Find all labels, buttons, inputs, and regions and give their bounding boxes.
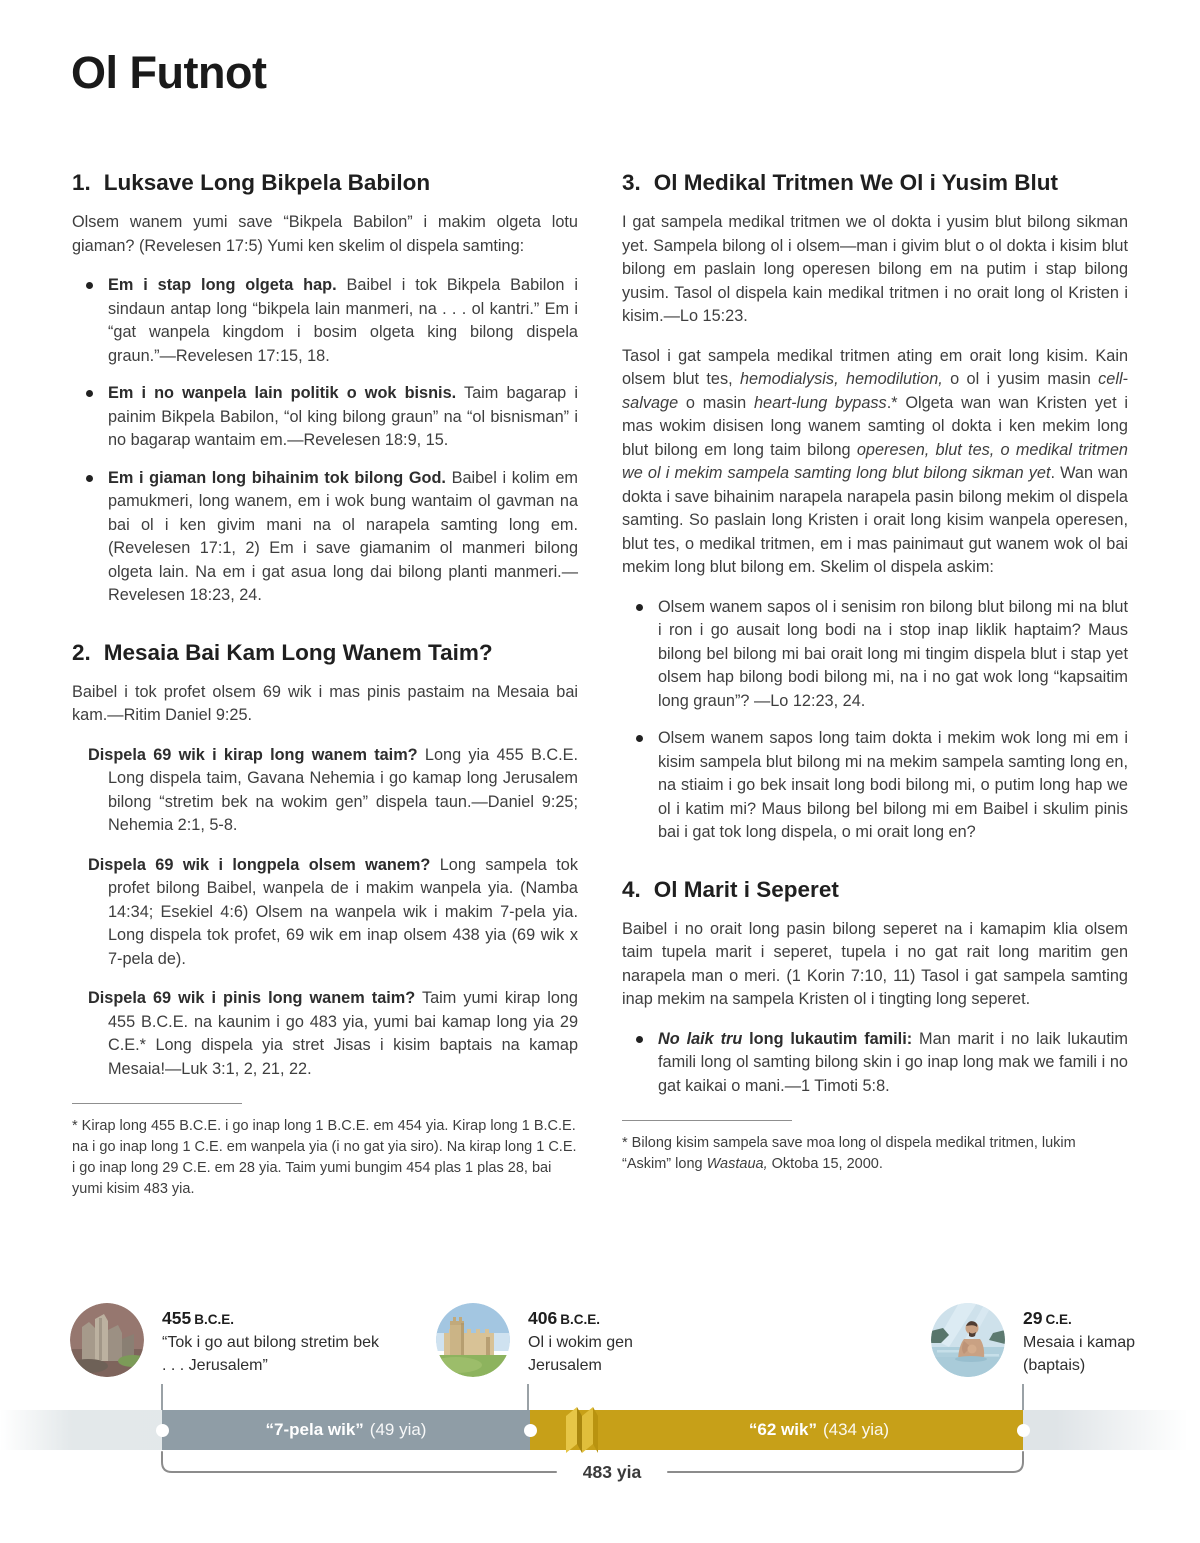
event-text bbox=[1023, 1303, 1135, 1377]
city-wall-icon bbox=[436, 1303, 510, 1377]
text-run: Oktoba 15, 2000. bbox=[767, 1156, 883, 1172]
ruins-icon bbox=[70, 1303, 144, 1377]
text-run: cell-salvage bbox=[622, 370, 1128, 412]
text-run: Man marit i no laik lukautim famili long ol samting bilong skin i go inap long mak we famili i no gat kaikai o mani.—1 Timoti 5:8. bbox=[658, 1029, 1128, 1095]
text-run: I gat sampela medikal tritmen we ol dokta i yusim blut bilong sikman yet. Sampela bilong ol i olsem—man i givim blut o ol dokta i kisim blut bilong em paslain long operesen bilong em na putim i stap bilong yusim. Tasol ol dispela kain medikal tritmen i no orait long ol Kristen i kisim.—Lo 15:23. bbox=[622, 213, 1128, 325]
text-run: o masin bbox=[678, 393, 754, 412]
paragraph bbox=[72, 211, 578, 258]
event-caption: Ol i wokim gen bbox=[528, 1334, 633, 1351]
event-year bbox=[162, 1308, 379, 1329]
year-era: B.C.E. bbox=[194, 1312, 234, 1327]
text-run: hemodialysis, hemodilution, bbox=[739, 370, 943, 388]
footnote-divider bbox=[72, 1103, 242, 1104]
text-run: Olsem wanem sapos long taim dokta i mekim wok long mi em i kisim sampela blut bilong mi na mekim sampela samting long en, na stiaim i go bek insait long bodi bilong mi, o putim long hap we ol i katim mi? Maus bilong bel bilong mi em Baibel i skulim pinis bai i gat tok long dispela, o mi orait long en? bbox=[658, 729, 1128, 841]
timeline-tick bbox=[527, 1384, 529, 1410]
text-run: heart-lung bypass bbox=[753, 393, 887, 412]
bullet-item bbox=[72, 382, 578, 453]
text-run: Dispela 69 wik i pinis long wanem taim? bbox=[88, 989, 416, 1007]
segment-label-strong: “62 wik” bbox=[748, 1420, 817, 1439]
text-run: Long sampela tok profet bilong Baibel, wanpela de i makim wanpela yia. (Namba 14:34; Esekiel 4:6) Olsem na wanpela wik i makim 7-pela yia. Long dispela tok profet, 69 wik em inap olsem 438 yia (69 wik x 7-pela de). bbox=[108, 855, 578, 968]
text-run: Wastaua, bbox=[706, 1156, 768, 1172]
text-run: Olsem wanem yumi save “Bikpela Babilon” i makim olgeta lotu giaman? (Revelesen 17:5) Yumi ken skelim ol dispela samting: bbox=[72, 213, 578, 255]
text-run: Long yia 455 B.C.E. Long dispela taim, Gavana Nehemia i go kamap long Jerusalem bilong “stretim bek na wokim gen” dispela taun.—Daniel 9:25; Nehemia 2:1, 5-8. bbox=[108, 745, 578, 834]
section-title: Luksave Long Bikpela Babilon bbox=[103, 170, 431, 195]
text-run: .* Olgeta wan wan Kristen yet i mas wokim disisen long wanem samting ol dokta i ken mekim long blut bilong em long taim bilong bbox=[622, 393, 1128, 459]
section-heading bbox=[622, 877, 1128, 903]
text-run: o ol i yusim masin bbox=[942, 370, 1099, 388]
text-run: Em i stap long olgeta hap. bbox=[108, 276, 337, 294]
bullet-icon bbox=[636, 1036, 643, 1043]
text-run: . Wan wan dokta i save bihainim narapela narapela pasin bilong mekim ol dispela samting. So paslain long Kristen i orait long kisim wanpela operesen, blut tes, o medikal tritmen, em i mas painimaut gut wanem wok ol bai mekim long blut bilong em. Skelim ol dispela askim: bbox=[622, 464, 1128, 576]
text-run: Tasol i gat sampela medikal tritmen ating em orait long kisim. Kain olsem blut tes, bbox=[622, 346, 1128, 388]
paragraph bbox=[72, 854, 578, 972]
event-caption: Mesaia i kamap bbox=[1023, 1334, 1136, 1351]
text-run: No laik tru bbox=[658, 1029, 743, 1048]
timeline-tick bbox=[161, 1384, 163, 1410]
section-heading bbox=[72, 640, 578, 666]
timeline-event-29 bbox=[931, 1303, 1135, 1377]
year-number: 406 bbox=[528, 1308, 558, 1328]
bullet-icon bbox=[636, 735, 643, 742]
section-number: 3. bbox=[622, 170, 641, 195]
paragraph bbox=[72, 987, 578, 1081]
bullet-item bbox=[622, 727, 1128, 845]
timeline-tick bbox=[1022, 1384, 1024, 1410]
event-caption: (baptais) bbox=[1023, 1356, 1086, 1374]
timeline-dot bbox=[156, 1424, 169, 1437]
section-heading bbox=[622, 170, 1128, 196]
event-year bbox=[528, 1308, 633, 1329]
text-run: * Kirap long 455 B.C.E. i go inap long 1 B.C.E. em 454 yia. Kirap long 1 B.C.E. na i go inap long 1 C.E. em wanpela yia (i no gat yia siro). Na kirap long 1 C.E. i go inap long 29 C.E. em 28 yia. Taim yumi bungim 454 plas 1 plas 28, bai yumi kisim 483 yia. bbox=[72, 1118, 577, 1197]
paragraph bbox=[622, 918, 1128, 1012]
timeline-event-406 bbox=[436, 1303, 633, 1377]
column-right bbox=[622, 170, 1128, 1175]
timeline-dot bbox=[1017, 1424, 1030, 1437]
timeline-event-455 bbox=[70, 1303, 379, 1377]
text-run: Baibel i tok profet olsem 69 wik i mas pinis pastaim na Mesaia bai kam.—Ritim Daniel 9:25. bbox=[72, 682, 578, 724]
columns bbox=[72, 170, 1128, 1200]
segment-label-strong: “7-pela wik” bbox=[265, 1420, 364, 1439]
section-title: Ol Medikal Tritmen We Ol i Yusim Blut bbox=[653, 170, 1059, 195]
section-heading bbox=[72, 170, 578, 196]
text-run: Baibel i kolim em pamukmeri, long wanem, em i wok bung wantaim ol gavman na bai ol i ken givim mani na ol narapela samting long em. (Revelesen 17:1, 2) Em i save giamanim ol manmeri bilong olgeta lain. Na em i gat asua long dai bilong planti manmeri.—Revelesen 18:23, 24. bbox=[108, 468, 578, 604]
bullet-item bbox=[622, 596, 1128, 714]
bullet-item bbox=[72, 274, 578, 368]
footnote-divider bbox=[622, 1120, 792, 1121]
bullet-item bbox=[622, 1028, 1128, 1099]
year-number: 455 bbox=[162, 1308, 192, 1328]
section-number: 4. bbox=[622, 876, 641, 902]
text-run: Dispela 69 wik i kirap long wanem taim? bbox=[88, 745, 418, 764]
text-run: Taim yumi kirap long 455 B.C.E. na kaunim i go 483 yia, yumi bai kamap long yia 29 C.E.* Long dispela yia stret Jisas i kisim baptais na kamap Mesaia!—Luk 3:1, 2, 21, 22. bbox=[108, 989, 578, 1078]
bullet-icon bbox=[86, 475, 93, 482]
text-run: Baibel i no orait long pasin bilong seperet na i kamapim klia olsem taim tupela marit i seperet, tupela i no gat rait long maritim gen narapela man o meri. (1 Korin 7:10, 11) Tasol i gat sampela samting inap mekim na sampela Kristen ol i tingting long seperet. bbox=[622, 919, 1128, 1008]
text-run: long lukautim famili: bbox=[742, 1029, 913, 1048]
section-title: Mesaia Bai Kam Long Wanem Taim? bbox=[103, 639, 493, 665]
segment-label bbox=[266, 1420, 427, 1440]
section-number: 1. bbox=[72, 170, 91, 195]
text-run: Olsem wanem sapos ol i senisim ron bilong blut bilong mi na blut i ron i go ausait long bodi na i stop inap liklik haptaim? Maus bilong bel bilong mi bai orait long mi tingim dispela blut i stap yet olsem hap bilong bodi bilong mi, na i no gat wok long “kapsaitim long graun”? —Lo 12:23, 24. bbox=[658, 597, 1128, 710]
timeline-dot bbox=[524, 1424, 537, 1437]
text-run: Baibel i tok Bikpela Babilon i sindaun antap long “bikpela lain manmeri, na . . . ol kantri.” Em i “gat wanpela kingdom i bosim olgeta king bilong dispela graun.”—Revelesen 17:15, 18. bbox=[108, 276, 578, 365]
text-run: Em i giaman long bihainim tok bilong God. bbox=[108, 468, 446, 487]
baptism-icon bbox=[931, 1303, 1005, 1377]
text-run: * Bilong kisim sampela save moa long ol dispela medikal tritmen, lukim “Askim” long bbox=[622, 1135, 1076, 1172]
paragraph bbox=[622, 345, 1128, 580]
bullet-icon bbox=[86, 282, 93, 289]
event-year bbox=[1023, 1308, 1135, 1329]
bullet-icon bbox=[86, 390, 93, 397]
page-title: Ol Futnot bbox=[71, 47, 267, 98]
bullet-item bbox=[72, 467, 578, 608]
year-number: 29 bbox=[1023, 1308, 1043, 1328]
segment-label-normal: (434 yia) bbox=[822, 1420, 890, 1439]
section-number: 2. bbox=[72, 639, 91, 665]
footnote-text bbox=[622, 1133, 1128, 1175]
paragraph bbox=[72, 744, 578, 838]
event-text bbox=[528, 1303, 633, 1377]
text-run: operesen, blut tes, o medikal tritmen we ol i mekim sampela samting long blut bilong sikman yet bbox=[622, 440, 1128, 482]
paragraph bbox=[622, 211, 1128, 329]
footnote bbox=[72, 1103, 578, 1200]
footnote bbox=[622, 1120, 1128, 1175]
event-caption: “Tok i go aut bilong stretim bek bbox=[162, 1334, 379, 1351]
year-era: C.E. bbox=[1045, 1312, 1072, 1327]
bullet-icon bbox=[636, 604, 643, 611]
paragraph bbox=[72, 681, 578, 728]
text-run: Em i no wanpela lain politik o wok bisnis. bbox=[108, 384, 457, 402]
event-text bbox=[162, 1303, 379, 1377]
section-title: Ol Marit i Seperet bbox=[653, 876, 839, 902]
column-left bbox=[72, 170, 578, 1200]
timeline-total-label: 483 yia bbox=[582, 1462, 642, 1482]
segment-label-normal: (49 yia) bbox=[369, 1420, 427, 1439]
segment-label bbox=[749, 1420, 889, 1440]
footnote-text bbox=[72, 1116, 578, 1200]
year-era: B.C.E. bbox=[560, 1312, 600, 1327]
event-caption: . . . Jerusalem” bbox=[162, 1356, 268, 1374]
event-caption: Jerusalem bbox=[528, 1356, 602, 1374]
text-run: Taim bagarap i painim Bikpela Babilon, “ol king bilong graun” na “ol bisnisman” i no bagarap wantaim em.—Revelesen 18:9, 15. bbox=[108, 384, 578, 449]
text-run: Dispela 69 wik i longpela olsem wanem? bbox=[88, 855, 431, 874]
